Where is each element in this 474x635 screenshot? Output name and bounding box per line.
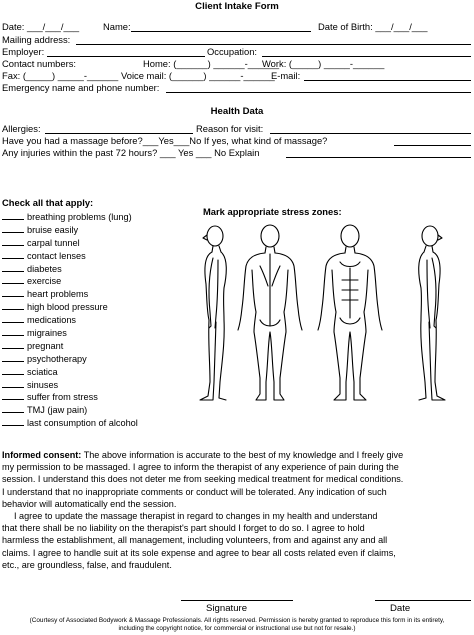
consent-text: The above information is accurate to the best of my knowledge and I freely give (81, 450, 404, 460)
date-label: Date: ___/___/___ (2, 21, 80, 32)
checklist-item[interactable]: medications (2, 313, 138, 326)
checklist-title: Check all that apply: (2, 197, 94, 208)
informed-consent-heading: Informed consent: (2, 450, 82, 460)
email-field[interactable] (304, 80, 471, 81)
consent-text: my permission to be massaged. I agree to inform the therapist of any experience of pain during the (2, 462, 399, 473)
signature-date-field[interactable] (375, 600, 471, 601)
injuries-label: Any injuries within the past 72 hours? ___ Yes ___ No Explain (2, 147, 260, 158)
voicemail-label: Voice mail: (______) ______-______ (121, 70, 275, 81)
back-view-figure (238, 225, 302, 400)
emergency-contact-label: Emergency name and phone number: (2, 82, 160, 93)
consent-text: harmless the establishment, all management, including volunteers, from and against any and all (2, 535, 388, 546)
name-label: Name: (103, 21, 131, 32)
employer-field[interactable] (47, 56, 205, 57)
mailing-address-label: Mailing address: (2, 34, 71, 45)
checklist-item[interactable]: breathing problems (lung) (2, 210, 138, 223)
checklist-item[interactable]: TMJ (jaw pain) (2, 403, 138, 416)
checklist-item[interactable]: suffer from stress (2, 390, 138, 403)
copyright-note: (Courtesy of Associated Bodywork & Massage Professionals. All rights reserved. Permission is hereby granted to reproduce this form in its entirety, (29, 617, 445, 624)
checklist-item[interactable]: exercise (2, 274, 138, 287)
copyright-note: including the copyright notice, for commercial or instructional use but not for resale.) (118, 625, 356, 632)
side-view-left-figure (200, 226, 226, 400)
occupation-field[interactable] (262, 56, 471, 57)
name-field[interactable] (131, 31, 311, 32)
checklist-item[interactable]: sciatica (2, 365, 138, 378)
checklist-item[interactable]: psychotherapy (2, 352, 138, 365)
signature-label: Signature (206, 603, 248, 614)
emergency-contact-field[interactable] (166, 92, 471, 93)
checklist-item[interactable]: sinuses (2, 378, 138, 391)
contact-numbers-label: Contact numbers: (2, 58, 76, 69)
email-label: E-mail: (271, 70, 301, 81)
reason-for-visit-label: Reason for visit: (196, 123, 264, 134)
consent-text: session. I understand this does not deter me from seeking medical treatment for medical conditions. (2, 474, 404, 485)
reason-for-visit-field[interactable] (270, 133, 471, 134)
checklist-item[interactable]: migraines (2, 326, 138, 339)
fax-label: Fax: (_____) _____-______ (2, 70, 119, 81)
checklist-item[interactable]: last consumption of alcohol (2, 416, 138, 429)
side-view-right-figure (419, 226, 445, 400)
consent-text: that there shall be no liability on the therapist's part should I forget to do so. I agree to hold (2, 523, 365, 534)
condition-checklist (2, 210, 138, 429)
informed-consent-paragraph (2, 449, 472, 571)
dob-label: Date of Birth: ___/___/___ (318, 21, 428, 32)
work-phone-label: Work: (_____) _____-______ (262, 58, 385, 69)
allergies-field[interactable] (45, 133, 193, 134)
checklist-item[interactable]: high blood pressure (2, 300, 138, 313)
consent-text: I agree to update the massage therapist in regard to changes in my health and understand (14, 511, 378, 522)
mailing-address-field[interactable] (76, 44, 471, 45)
signature-date-label: Date (390, 603, 411, 614)
consent-text: I understand that no inappropriate comments or conduct will be tolerated. Any indication of such (2, 486, 387, 497)
massage-before-label: Have you had a massage before?___Yes___No If yes, what kind of massage? (2, 135, 328, 146)
checklist-item[interactable]: bruise easily (2, 223, 138, 236)
injuries-explain-field[interactable] (286, 157, 471, 158)
checklist-item[interactable]: diabetes (2, 262, 138, 275)
consent-text: behavior will automatically end the session. (2, 498, 177, 509)
signature-field[interactable] (181, 600, 293, 601)
checklist-item[interactable]: pregnant (2, 339, 138, 352)
front-view-figure (318, 225, 382, 400)
health-data-title: Health Data (210, 106, 264, 117)
checklist-item[interactable]: heart problems (2, 287, 138, 300)
body-figures-illustration[interactable] (180, 222, 464, 407)
checklist-item[interactable]: carpal tunnel (2, 236, 138, 249)
occupation-label: Occupation: (207, 46, 258, 57)
home-phone-label: Home: (______) ______-______ (143, 58, 280, 69)
massage-kind-field[interactable] (394, 145, 471, 146)
form-title: Client Intake Form (195, 1, 279, 12)
employer-label: Employer: (2, 46, 45, 57)
consent-text: claims. I agree to handle suit at its sole expense and agree to bear all costs related even if claims, (2, 547, 396, 558)
checklist-item[interactable]: contact lenses (2, 249, 138, 262)
consent-text: etc., are groundless, false, and fraudulent. (2, 559, 172, 570)
allergies-label: Allergies: (2, 123, 41, 134)
stress-zones-title: Mark appropriate stress zones: (203, 206, 342, 217)
